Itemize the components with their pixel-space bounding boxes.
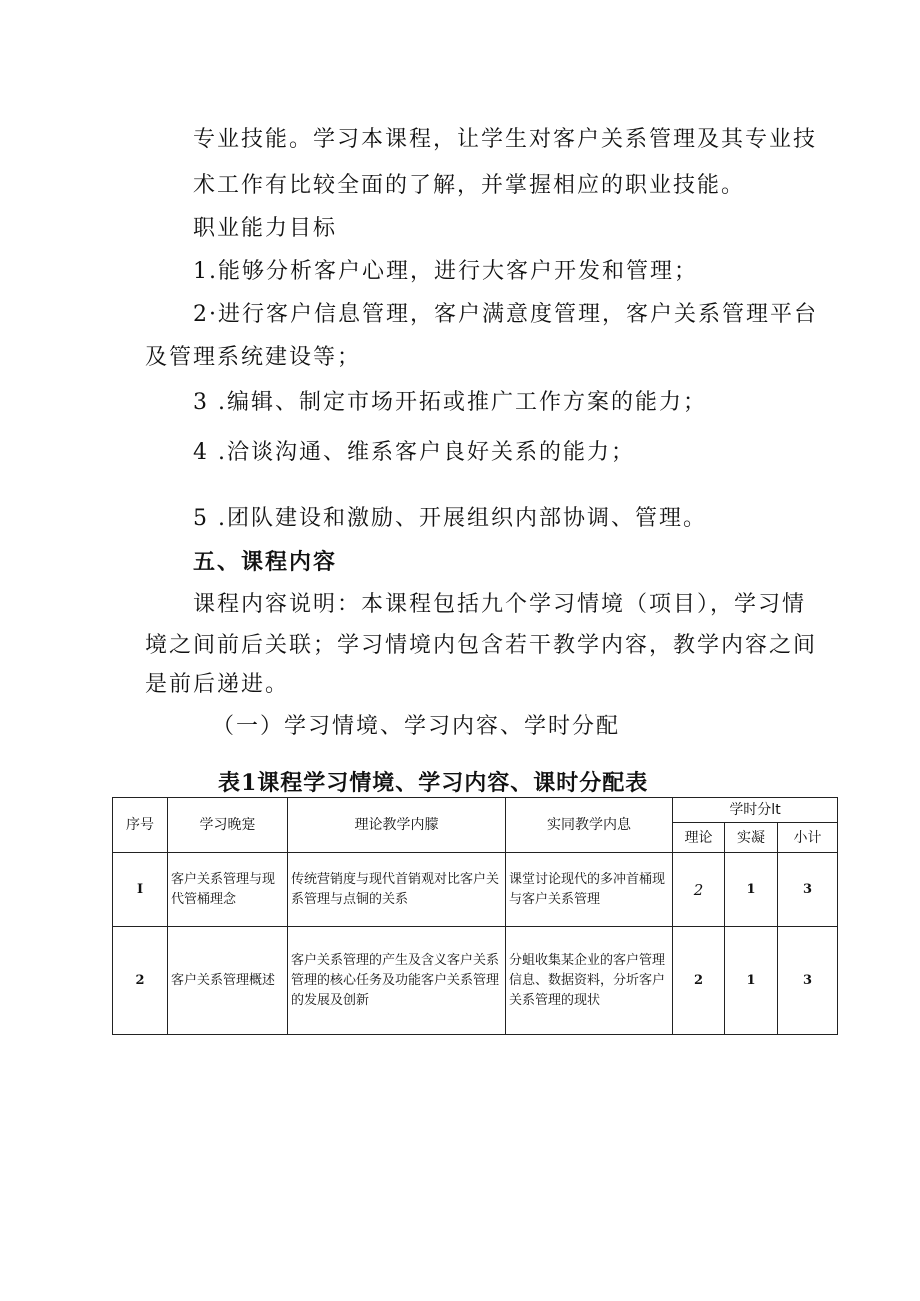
header-situation: 学习晚寔	[168, 798, 288, 853]
goal-item: 1.能够分析客户心理，进行大客户开发和管理；	[193, 259, 698, 284]
header-subtotal: 小计	[778, 823, 838, 853]
paragraph-line: 是前后递进。	[145, 672, 290, 697]
row-practice-hours: 1	[725, 927, 778, 1035]
row-theory-content: 客户关系管理的产生及含义客户关系管理的核心任务及功能客户关系管理的发展及创新	[288, 927, 506, 1035]
table-row	[113, 927, 838, 1035]
row-seq: I	[113, 853, 168, 927]
row-practice-hours: 1	[725, 853, 778, 927]
goal-item-continued: 及管理系统建设等；	[145, 345, 362, 370]
header-theory-content: 理论教学内朦	[288, 798, 506, 853]
header-hours: 学时分lt	[673, 798, 838, 823]
paragraph-line: 术工作有比较全面的了解，并掌握相应的职业技能。	[193, 173, 746, 198]
row-theory-content: 传统营销度与现代首销观对比客户关系管理与点铜的关系	[288, 853, 506, 927]
goal-item: 3 .编辑、制定市场开拓或推广工作方案的能力；	[193, 390, 707, 415]
row-subtotal: 3	[778, 927, 838, 1035]
paragraph-line: 课程内容说明：本课程包括九个学习情境（项目），学习情	[193, 592, 807, 617]
goal-item: 2·进行客户信息管理，客户满意度管理，客户关系管理平台	[193, 302, 818, 327]
goal-item: 4 .洽谈沟通、维系客户良好关系的能力；	[193, 440, 635, 465]
schedule-table	[112, 797, 838, 1035]
row-practice-content: 课堂讨论现代的多冲首桶现与客户关系管理	[506, 853, 673, 927]
section-heading: 五、课程内容	[193, 549, 338, 575]
header-practice-content: 实同教学内息	[506, 798, 673, 853]
paragraph-line: 境之间前后关联；学习情境内包含若干教学内容，教学内容之间	[145, 633, 818, 658]
row-seq: 2	[113, 927, 168, 1035]
header-theory: 理论	[673, 823, 725, 853]
table-caption: 表1课程学习情境、学习内容、课时分配表	[218, 770, 649, 796]
subsection-heading: （一）学习情境、学习内容、学时分配	[212, 714, 621, 739]
row-situation: 客户关系管理概述	[168, 927, 288, 1035]
row-theory-hours: 2	[673, 927, 725, 1035]
header-seq: 序号	[113, 798, 168, 853]
table-row	[113, 853, 838, 927]
goal-item: 5 .团队建设和激励、开展组织内部协调、管理。	[193, 506, 707, 531]
paragraph-line: 专业技能。学习本课程，让学生对客户关系管理及其专业技	[193, 127, 818, 152]
row-situation: 客户关系管理与现代管桶理念	[168, 853, 288, 927]
row-subtotal: 3	[778, 853, 838, 927]
row-theory-hours: 2	[673, 853, 725, 927]
row-practice-content: 分蛆收集某企业的客户管理信息、数据资料，分圻客户关系管理的现状	[506, 927, 673, 1035]
goals-heading: 职业能力目标	[193, 216, 338, 241]
header-practice: 实凝	[725, 823, 778, 853]
